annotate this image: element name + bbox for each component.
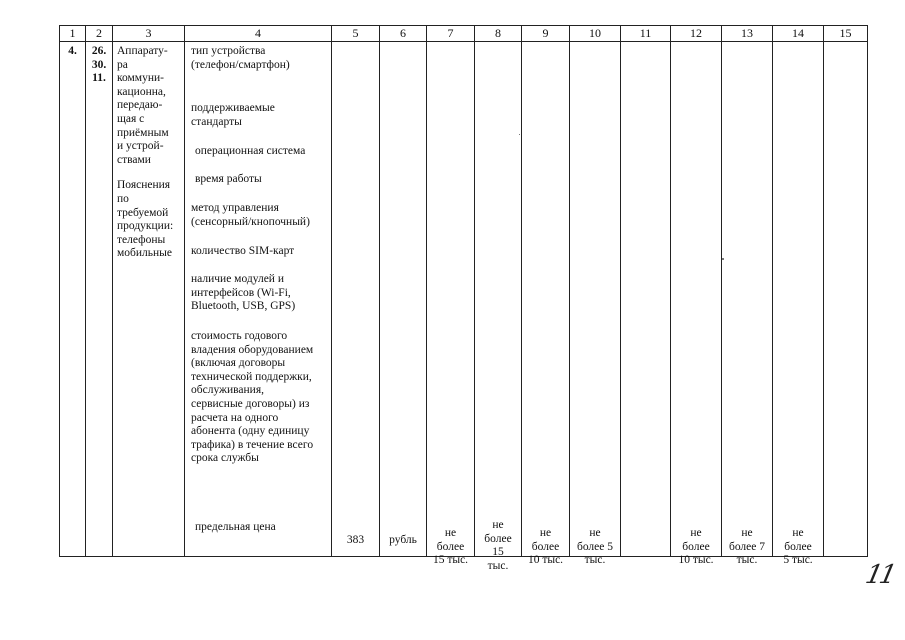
characteristic-item bbox=[195, 173, 329, 187]
value-cell-col13 bbox=[722, 42, 773, 567]
value-cell-col11 bbox=[621, 42, 671, 557]
name-line: и устрой- bbox=[117, 140, 164, 153]
value-line: более bbox=[484, 532, 512, 545]
header-cell: 10 bbox=[570, 26, 621, 42]
characteristic-item bbox=[195, 521, 329, 535]
value-line: не bbox=[539, 527, 552, 539]
header-cell: 9 bbox=[522, 26, 570, 42]
characteristic-line: количество SIM-карт bbox=[191, 245, 295, 257]
value-line: тыс. bbox=[736, 554, 758, 567]
limit-value bbox=[773, 527, 823, 568]
characteristic-item bbox=[191, 45, 329, 72]
header-cell: 6 bbox=[380, 26, 427, 42]
characteristic-line: предельная цена bbox=[195, 521, 276, 533]
header-cell: 14 bbox=[773, 26, 824, 42]
characteristic-line: (включая договоры bbox=[191, 357, 286, 370]
header-cell: 1 bbox=[60, 26, 86, 42]
value-line: не bbox=[589, 527, 601, 539]
header-cell: 13 bbox=[722, 26, 773, 42]
value-cell-col10 bbox=[570, 42, 621, 567]
characteristic-line: метод управления bbox=[191, 202, 279, 214]
characteristic-line: срока службы bbox=[191, 452, 259, 465]
unit-name: рубль bbox=[389, 534, 417, 546]
value-line: не bbox=[492, 519, 504, 531]
characteristic-item bbox=[191, 330, 329, 466]
page-number: 11 bbox=[862, 560, 897, 590]
note-line: продукции: bbox=[117, 220, 174, 233]
value-line: не bbox=[792, 527, 804, 539]
characteristic-item bbox=[195, 145, 329, 159]
characteristic-line: расчета на одного bbox=[191, 411, 279, 424]
name-line: ствами bbox=[117, 153, 151, 166]
characteristic-line: обслуживания, bbox=[191, 384, 264, 397]
name-line: Аппарату- bbox=[117, 45, 168, 57]
note-line: мобильные bbox=[117, 247, 173, 260]
characteristic-line: сервисные договоры) из bbox=[191, 397, 310, 410]
limit-value bbox=[671, 527, 721, 568]
okei-code-cell bbox=[332, 42, 380, 557]
header-cell: 12 bbox=[671, 26, 722, 42]
value-cell-col8 bbox=[475, 42, 522, 572]
value-cell-col14 bbox=[773, 42, 824, 567]
value-line: 15 bbox=[492, 546, 504, 559]
row-number: 4. bbox=[60, 42, 86, 557]
note-line: по bbox=[117, 192, 129, 205]
note-line: требуемой bbox=[117, 206, 169, 219]
value-line: более bbox=[436, 540, 465, 553]
name-line: щая с bbox=[117, 112, 145, 125]
code-part: 30. bbox=[91, 58, 107, 71]
header-row bbox=[60, 26, 868, 42]
name-line: кационна, bbox=[117, 85, 166, 98]
limit-value bbox=[475, 519, 521, 573]
characteristic-item bbox=[191, 102, 329, 129]
okei-code: 383 bbox=[346, 534, 365, 546]
limit-value bbox=[722, 527, 772, 568]
value-line: более 5 bbox=[576, 540, 614, 553]
characteristics-cell bbox=[185, 42, 332, 557]
characteristic-line: стандарты bbox=[191, 115, 242, 128]
value-cell-col12 bbox=[671, 42, 722, 567]
value-line: 15 тыс. bbox=[432, 554, 469, 567]
characteristic-line: Bluetooth, USB, GPS) bbox=[191, 300, 296, 313]
characteristic-line: технической поддержки, bbox=[191, 370, 312, 383]
characteristic-line: поддерживаемые bbox=[191, 102, 275, 114]
header-cell: 15 bbox=[824, 26, 868, 42]
header-cell: 4 bbox=[185, 26, 332, 42]
characteristic-line: владения оборудованием bbox=[191, 343, 314, 356]
unit-cell bbox=[380, 42, 427, 557]
table-row bbox=[60, 42, 868, 557]
limit-value bbox=[427, 527, 474, 568]
characteristic-line: тип устройства bbox=[191, 45, 266, 57]
characteristic-line: операционная система bbox=[195, 145, 306, 157]
value-line: тыс. bbox=[487, 559, 509, 572]
value-cell-col9 bbox=[522, 42, 570, 567]
requirements-table bbox=[59, 25, 868, 572]
value-line: более 7 bbox=[728, 540, 766, 553]
characteristic-line: абонента (одну единицу bbox=[191, 425, 310, 438]
characteristic-line: время работы bbox=[195, 173, 262, 185]
header-cell: 8 bbox=[475, 26, 522, 42]
characteristic-line: интерфейсов (Wi-Fi, bbox=[191, 286, 291, 299]
characteristic-line: (телефон/смартфон) bbox=[191, 58, 290, 71]
header-cell: 5 bbox=[332, 26, 380, 42]
okpd-code bbox=[86, 42, 113, 557]
scan-artifact bbox=[722, 258, 724, 260]
characteristic-item bbox=[191, 273, 329, 314]
name-line: ра bbox=[117, 58, 128, 71]
header-cell: 2 bbox=[86, 26, 113, 42]
code-part: 26. bbox=[91, 45, 107, 57]
name-line: передаю- bbox=[117, 99, 163, 112]
name-line: приёмным bbox=[117, 126, 169, 139]
name-line: коммуни- bbox=[117, 72, 164, 85]
characteristic-line: стоимость годового bbox=[191, 330, 288, 342]
header-cell: 7 bbox=[427, 26, 475, 42]
characteristic-line: трафика) в течение всего bbox=[191, 438, 314, 451]
value-cell-col7 bbox=[427, 42, 475, 567]
value-line: 5 тыс. bbox=[783, 554, 813, 567]
characteristic-item bbox=[191, 202, 329, 229]
value-line: не bbox=[741, 527, 753, 539]
header-cell: 11 bbox=[621, 26, 671, 42]
limit-value bbox=[570, 527, 620, 568]
value-line: не bbox=[444, 527, 457, 539]
value-line: более bbox=[784, 540, 812, 553]
value-line: 10 тыс. bbox=[527, 554, 564, 567]
product-name bbox=[113, 42, 185, 557]
characteristic-line: наличие модулей и bbox=[191, 273, 284, 285]
code-part: 11. bbox=[92, 72, 106, 85]
scan-artifact bbox=[519, 134, 520, 135]
value-line: не bbox=[690, 527, 702, 539]
limit-value bbox=[522, 527, 569, 568]
value-line: 10 тыс. bbox=[678, 554, 714, 567]
header-cell: 3 bbox=[113, 26, 185, 42]
note-line: Пояснения bbox=[117, 179, 171, 192]
value-cell-col15 bbox=[824, 42, 868, 557]
product-note bbox=[117, 179, 180, 261]
value-line: тыс. bbox=[584, 554, 606, 567]
value-line: более bbox=[682, 540, 710, 553]
characteristic-line: (сенсорный/кнопочный) bbox=[191, 215, 310, 228]
characteristic-item bbox=[191, 245, 329, 259]
value-line: более bbox=[531, 540, 560, 553]
note-line: телефоны bbox=[117, 233, 166, 246]
